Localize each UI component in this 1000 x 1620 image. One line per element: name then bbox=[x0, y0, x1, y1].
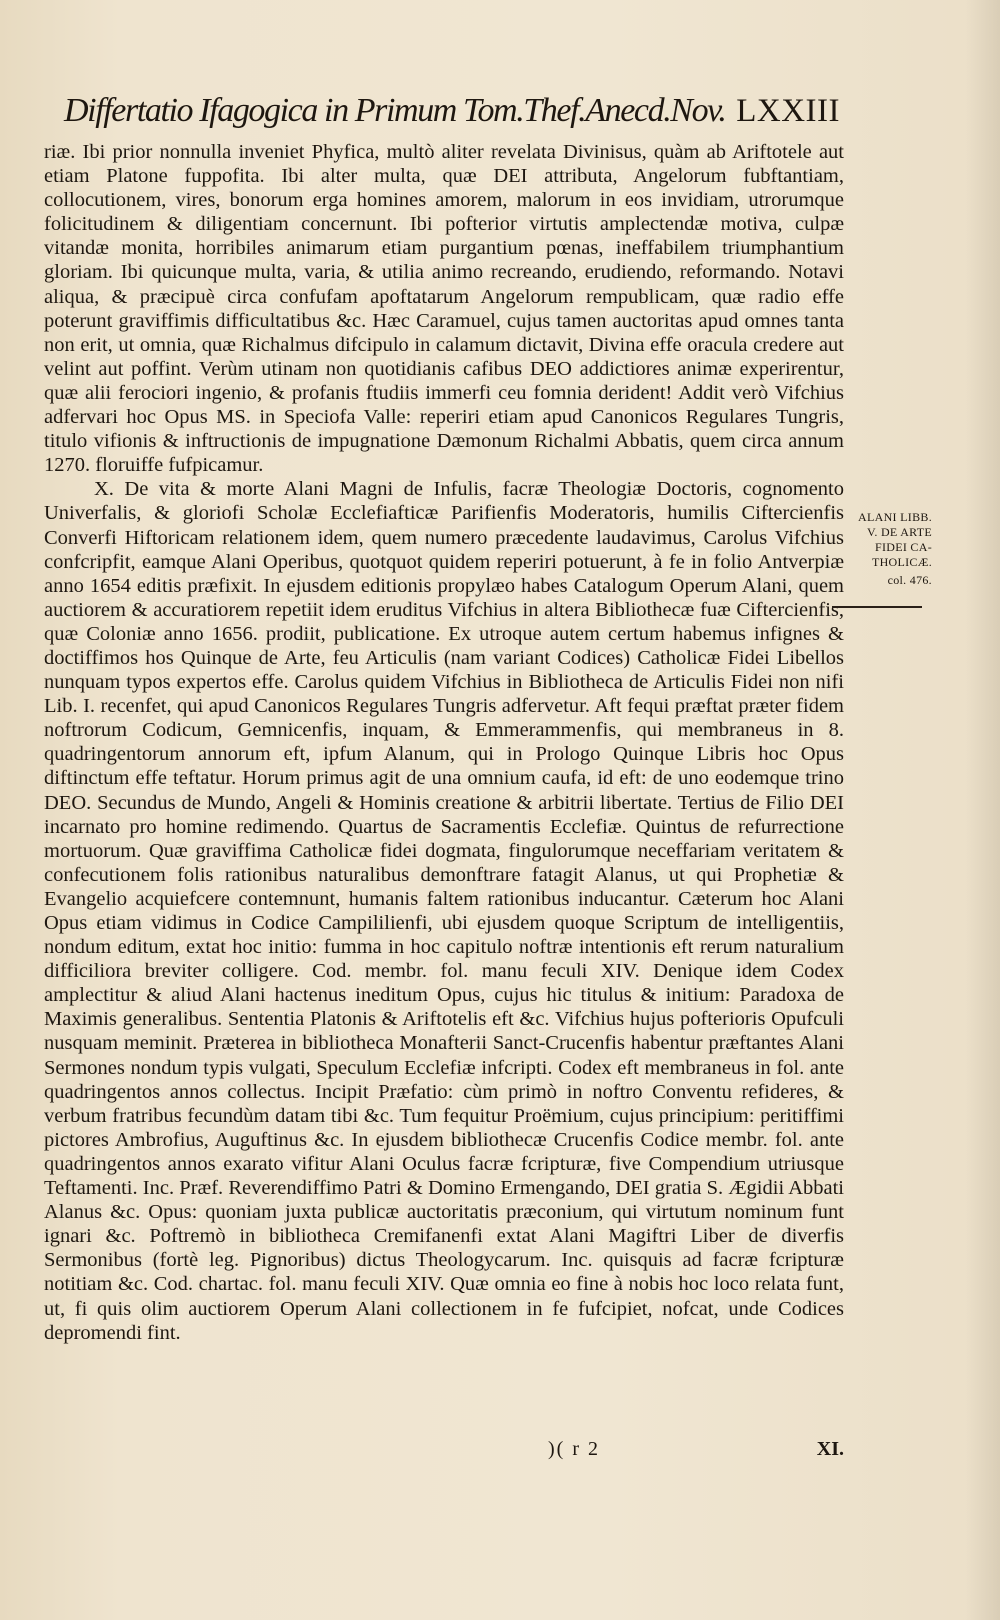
paragraph: X. De vita & morte Alani Magni de Infulis, facræ Theologiæ Doctoris, cognomento Univerfalis, & gloriofi Scholæ Ecclefiafticæ Parifienfis Moderatoris, humilis Ciftercienfis Converfi Hiftoricam relationem idem, quem numero præcedente laudavimus, Carolus Vifchius confcripfit, eamque Alani Operibus, quotquot quidem reperiri potuerunt, à fe in folio Antverpiæ anno 1654 editis præfixit. In ejusdem editionis propylæo habes Catalogum Operum Alani, quem auctiorem & accuratiorem repetiit idem eruditus Vifchius in altera Bibliothecæ fuæ Ciftercienfis, quæ Coloniæ anno 1656. prodiit, publicatione. Ex utroque autem certum habemus infignes & doctiffimos hos Quinque de Arte, feu Articulis (nam variant Codices) Catholicæ Fidei Libellos nunquam typos expertos effe. Carolus quidem Vifchius in Bibliotheca de Articulis Fidei non nifi Lib. I. recenfet, qui apud Canonicos Regulares Tungris adfervetur. Aft fequi præftat præter fidem noftrorum Codicum, Gemnicenfis, inquam, & Emmerammenfis, qui membraneus in 8. quadringentorum annorum eft, ipfum Alanum, qui in Prologo Quinque Libris hoc Opus diftinctum effe teftatur. Horum primus agit de una omnium caufa, id eft: de uno eodemque trino DEO. Secundus de Mundo, Angeli & Hominis creatione & arbitrii libertate. Tertius de Filio DEI incarnato pro homine redimendo. Quartus de Sacramentis Ecclefiæ. Quintus de refurrectione mortuorum. Quæ graviffima Catholicæ fidei dogmata, fingulorumque neceffariam veritatem & confecutionem folis rationibus naturalibus demonftrare fatagit Alanus, ut qui Prophetiæ & Evangelio acquiefcere contemnunt, humanis faltem rationibus inducantur. Cæterum hoc Alani Opus etiam vidimus in Codice Campililienfi, ubi ejusdem quoque Scriptum de intelligentiis, nondum editum, extat hoc initio: fumma in hoc capitulo noftræ intentionis eft rerum naturalium difficiliora breviter colligere. Cod. membr. fol. manu feculi XIV. Denique idem Codex amplectitur & aliud Alani hactenus ineditum Opus, cujus hic titulus & initium: Paradoxa de Maximis generalibus. Sententia Platonis & Ariftotelis eft &c. Vifchius hujus pofterioris Opufculi nusquam meminit. Præterea in bibliotheca Monafterii Sanct-Crucenfis habentur præftantes Alani Sermones nondum typis vulgati, Speculum Ecclefiæ infcripti. Codex eft membraneus in fol. ante quadringentos annos collectus. Incipit Præfatio: cùm primò in noftro Conventu refideres, & verbum fratribus fecundùm datam tibi &c. Tum fequitur Proëmium, cujus principium: peritiffimi pictores Ambrofius, Auguftinus &c. In ejusdem bibliothecæ Crucenfis Codice membr. fol. ante quadringentos annos exarato vifitur Alani Oculus facræ fcripturæ, five Compendium utriusque Teftamenti. Inc. Præf. Reverendiffimo Patri & Domino Ermengando, DEI gratia S. Ægidii Abbati Alanus &c. Opus: quoniam juxta publicæ auctoritatis præconium, qui virtutum nominum funt ignari &c. Poftremò in bibliotheca Cremifanenfi extat Alani Magiftri Liber de diverfis Sermonibus (fortè leg. Pignoribus) dictus Theologycarum. Inc. quisquis ad facræ fcripturæ notitiam &c. Cod. chartac. fol. manu feculi XIV. Quæ omnia eo fine à nobis hoc loco relata funt, ut, fi quis olim auctiorem Operum Alani collectionem in fe fufcipiet, nofcat, unde Codices depromendi fint. bbox=[44, 478, 844, 1344]
running-title: Differtatio Ifagogica in Primum Tom.Thef.Anecd.Nov. bbox=[64, 92, 726, 129]
marginal-note-line: THOLICÆ. bbox=[871, 555, 932, 569]
marginal-note-line: V. DE ARTE bbox=[866, 525, 932, 539]
running-header bbox=[64, 92, 840, 134]
page-edge-shadow bbox=[966, 0, 1000, 1620]
marginal-note bbox=[832, 510, 932, 588]
main-text bbox=[44, 140, 844, 1345]
column-reference: col. 476. bbox=[887, 573, 932, 587]
paragraph: riæ. Ibi prior nonnulla inveniet Phyfica, multò aliter revelata Divinisus, quàm ab Ariftotele aut etiam Platone fuppofita. Ibi alter multa, quæ DEI attributa, Angelorum fubftantiam, collocutionem, vires, bonorum erga homines amorem, malorum in eos invidiam, utrorumque folicitudinem & diligentiam concernunt. Ibi pofterior virtutis amplectendæ motiva, culpæ vitandæ monita, horribiles animarum etiam purgantium pœnas, ineffabilem triumphantium gloriam. Ibi quicunque multa, varia, & utilia animo recreando, erudiendo, reformando. Notavi aliqua, & præcipuè circa confufam apoftatarum Angelorum rempublicam, quæ radio effe poterunt graviffimis difficultatibus &c. Hæc Caramuel, cujus tamen auctoritas apud omnes tanta non erit, ut omnia, quæ Richalmus difcipulo in calamum dictavit, Divina effe oracula credere aut velint aut poffint. Verùm utinam non quotidianis cafibus DEO addictiores animæ experirentur, quæ alii ferociori ingenio, & profanis ftudiis immerfi ceu fomnia derident! Addit verò Vifchius adfervari hoc Opus MS. in Speciofa Valle: reperiri etiam apud Canonicos Regulares Tungris, titulo vifionis & inftructionis de impugnatione Dæmonum Richalmi Abbatis, quem circa annum 1270. floruiffe fufpicamur. bbox=[44, 141, 844, 477]
page-number: LXXIII bbox=[736, 93, 840, 129]
catchword: XI. bbox=[816, 1438, 844, 1460]
signature-mark: )( r 2 bbox=[548, 1438, 600, 1460]
marginal-note-line: FIDEI CA- bbox=[874, 540, 932, 554]
marginal-rule bbox=[832, 606, 922, 608]
marginal-note-line: ALANI LIBB. bbox=[858, 510, 932, 524]
